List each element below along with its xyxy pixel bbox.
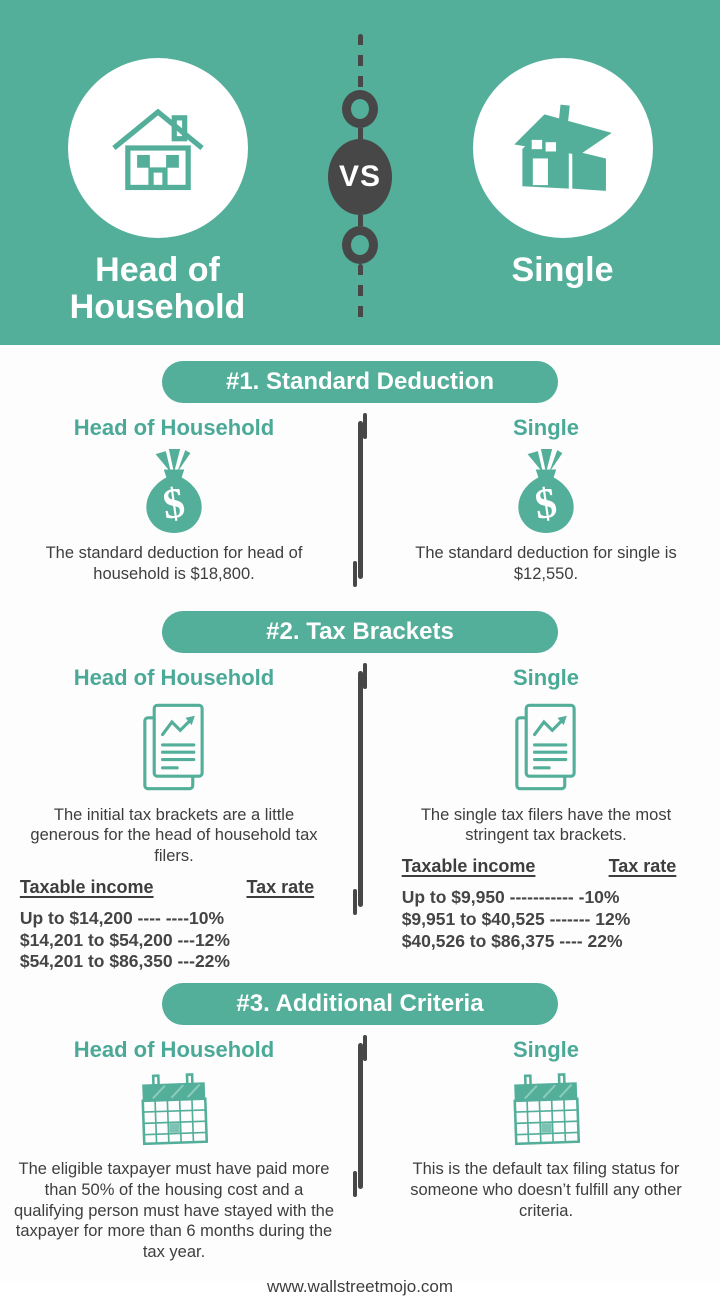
vs-ring-icon — [342, 90, 378, 128]
vs-connector — [358, 215, 363, 226]
column-text: This is the default tax filing status for someone who doesn’t fulfill any other criteria. — [410, 1159, 682, 1220]
hero-label-right: Single — [511, 251, 614, 289]
table-row: Up to $14,200 ---- ----10% — [19, 907, 225, 928]
table-row: $9,951 to $40,525 ------- 12% — [401, 908, 631, 929]
content — [0, 345, 720, 1297]
column-divider-line — [358, 671, 363, 907]
column-head-of-household — [10, 407, 338, 585]
column-heading: Head of Household — [73, 664, 275, 690]
table-header-income: Taxable income — [401, 856, 536, 877]
vs-divider — [315, 0, 405, 320]
column-heading: Single — [512, 415, 579, 440]
vs-badge — [328, 139, 392, 215]
table-header-rate: Tax rate — [608, 856, 677, 877]
column-heading: Single — [512, 1036, 579, 1062]
column-text: The standard deduction for single is $12,550. — [415, 544, 677, 583]
calendar-icon — [130, 1069, 218, 1151]
tax-table — [20, 877, 328, 973]
table-header-rate: Tax rate — [246, 876, 315, 897]
table-header-row — [20, 877, 328, 898]
footer-url: www.wallstreetmojo.com — [266, 1276, 454, 1296]
section-title: #2. Tax Brackets — [266, 617, 454, 645]
section-tax-brackets — [0, 611, 720, 973]
table-row: $54,201 to $86,350 ---22% — [19, 951, 230, 972]
column-text: The initial tax brackets are a little generous for the head of household tax filers. — [30, 805, 318, 866]
house-3d-icon — [505, 90, 621, 206]
hero-left-column — [0, 0, 315, 325]
column-text: The eligible taxpayer must have paid more than 50% of the housing cost and a qualifying person must have stayed with the taxpayer for more than 6 months during the tax year. — [13, 1159, 335, 1262]
section-title-pill — [162, 611, 558, 653]
hero-label-left: Head of Household — [69, 251, 246, 326]
money-bag-icon — [505, 447, 587, 535]
section-additional-criteria — [0, 983, 720, 1263]
vs-label: VS — [338, 160, 382, 193]
house-front-icon — [100, 90, 216, 206]
section-title-pill — [162, 983, 558, 1025]
column-divider-line — [358, 421, 363, 579]
vs-ring-icon — [342, 226, 378, 264]
calendar-icon — [502, 1069, 590, 1151]
vs-dashed-line-bottom — [358, 264, 363, 320]
table-row: $40,526 to $86,375 ---- 22% — [401, 930, 623, 951]
section-standard-deduction — [0, 361, 720, 585]
column-text: The standard deduction for head of household is $18,800. — [45, 544, 303, 583]
section-title: #1. Standard Deduction — [225, 368, 495, 395]
hero-header — [0, 0, 720, 345]
hero-right-column — [405, 0, 720, 289]
column-text: The single tax filers have the most stringent tax brackets. — [420, 805, 672, 845]
table-header-row — [402, 856, 691, 877]
house-circle-left — [68, 58, 248, 238]
house-circle-right — [473, 58, 653, 238]
column-single — [382, 407, 710, 585]
vs-dashed-line-top — [358, 34, 363, 90]
tax-table — [402, 856, 691, 952]
column-divider-line — [358, 1043, 363, 1189]
column-heading: Single — [512, 664, 579, 690]
column-head-of-household — [10, 657, 338, 973]
section-title: #3. Additional Criteria — [236, 989, 484, 1017]
tax-document-icon — [131, 697, 217, 797]
table-row: Up to $9,950 ----------- -10% — [401, 887, 620, 908]
column-head-of-household — [10, 1029, 338, 1263]
table-header-income: Taxable income — [19, 876, 154, 897]
column-single — [382, 657, 710, 973]
column-heading: Head of Household — [73, 1036, 275, 1062]
dollar-symbol: $ — [159, 479, 188, 529]
vs-connector — [358, 128, 363, 139]
tax-document-icon — [503, 697, 589, 797]
dollar-symbol: $ — [531, 479, 560, 529]
column-heading: Head of Household — [73, 415, 275, 440]
money-bag-icon — [133, 447, 215, 535]
column-single — [382, 1029, 710, 1263]
section-title-pill — [162, 361, 558, 403]
table-row: $14,201 to $54,200 ---12% — [19, 929, 230, 950]
